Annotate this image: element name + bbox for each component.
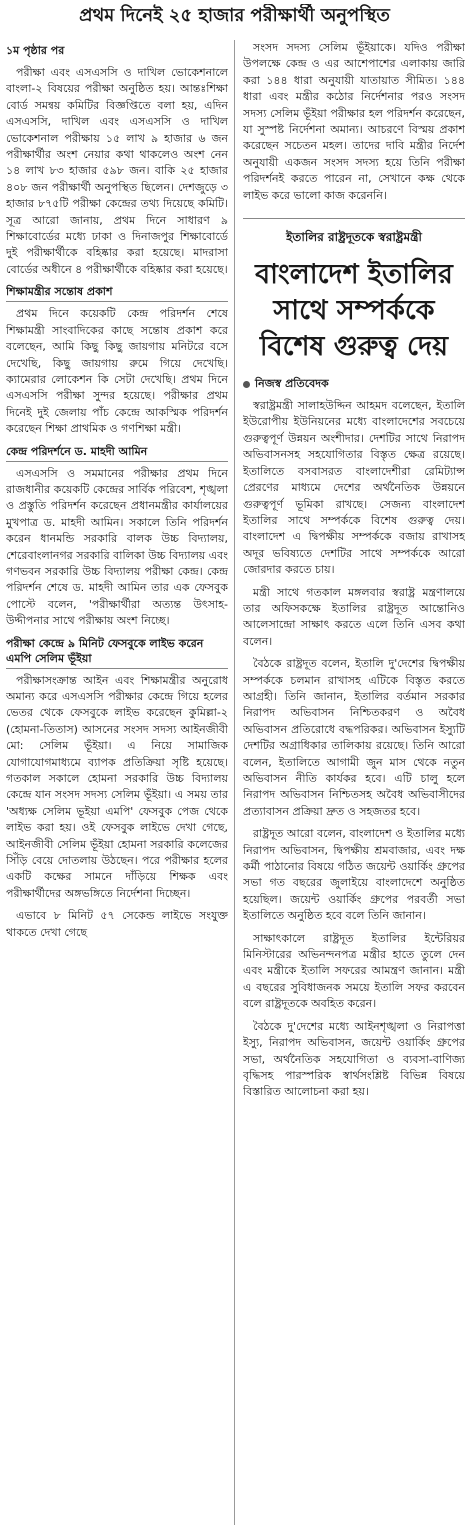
article-paragraph: এভাবে ৮ মিনিট ৫৭ সেকেন্ড লাইভে সংযুক্ত থাকতে দেখা গেছে — [6, 909, 228, 939]
byline — [243, 375, 465, 394]
story-kicker: ইতালির রাষ্ট্রদূতকে স্বরাষ্ট্রমন্ত্রী — [286, 230, 422, 245]
italy-story — [243, 218, 465, 1101]
article-paragraph: পরীক্ষা এবং এসএসসি ও দাখিল ভোকেশনালে বাংলা-২ বিষয়ের পরীক্ষা অনুষ্ঠিত হয়। আন্তঃশিক্ষা বোর্ড সমন্বয় কমিটির বিজ্ঞপ্তিতে বলা হয়, এদিন এসএসসি, দাখিল এবং এসএসসি ও দাখিল ভোকেশনাল পরীক্ষায় ১৫ লাখ ৯ হাজার ৬ জন পরীক্ষার্থীর অংশ নেয়ার কথা থাকলেও অংশ নেন ১৪ লাখ ৮৩ হাজার ৫৯৮ জন। বাকি ২৫ হাজার ৪০৮ জন পরীক্ষার্থী অনুপস্থিত ছিলেন। দেশজুড়ে ৩ হাজার ৮৭৫টি পরীক্ষা কেন্দ্রের তথ্য দিয়েছে কমিটি। সূত্র আরো জানায়, প্রথম দিনে সাধারণ ৯ শিক্ষাবোর্ডের মধ্যে ঢাকা ও দিনাজপুর শিক্ষাবোর্ডে দুই পরীক্ষার্থীকে বহিষ্কার করা হয়েছে। মাদরাসা বোর্ডের অধীনে ৪ পরীক্ষার্থীকে বহিষ্কার করা হয়েছে। — [6, 66, 228, 276]
article-paragraph: সংসদ সদস্য সেলিম ভূঁইয়াকে। যদিও পরীক্ষা উপলক্ষে কেন্দ্র ও এর আশেপাশের এলাকায় জারি করা ১৪৪ ধারা অনুযায়ী যাতায়াত সীমিত। ১৪৪ ধারা এবং মন্ত্রীর কঠোর নির্দেশনার পরও সংসদ সদস্য সেলিম ভূঁইয়া পরীক্ষার হল পরিদর্শন করেছেন, যা সুস্পষ্ট নির্দেশনা অমান্য। আচরণে বিস্ময় প্রকাশ করেছেন সচেতন মহল। তাদের দাবি মন্ত্রীর নির্দেশ অনুযায়ী একজন সংসদ সদস্য হয়ে তিনি পরীক্ষা পরিদর্শনই করতে পারেন না, সেখানে কক্ষ থেকে লাইভ করে ভালো কাজ করেননি। — [243, 41, 465, 202]
article-paragraph: এসএসসি ও সমমানের পরীক্ষার প্রথম দিনে রাজধানীর কয়েকটি কেন্দ্রের সার্বিক পরিবেশ, শৃঙ্খলা ও প্রস্তুতি পরিদর্শন করেছেন প্রধানমন্ত্রীর কার্যালয়ের মুখপাত্র ড. মাহদী আমিন। সকালে তিনি পরিদর্শন করেন ধানমন্ডি সরকারি বালক উচ্চ বিদ্যালয়, শেরেবাংলানগর সরকারি বালিকা উচ্চ বিদ্যালয় এবং গণভবন সরকারি উচ্চ বিদ্যালয় পরীক্ষা কেন্দ্র। কেন্দ্র পরিদর্শন শেষে ড. মাহদী আমিন তার এক ফেসবুক পোস্টে বলেন, 'পরীক্ষার্থীরা অত্যন্ত উৎসাহ-উদ্দীপনার সাথে পরীক্ষায় অংশ নিচ্ছে। — [6, 466, 228, 628]
left-column — [6, 42, 228, 1525]
article-paragraph: বৈঠকে রাষ্ট্রদূত বলেন, ইতালি দু'দেশের দ্বিপক্ষীয় সম্পর্ককে চলমান রাখাসহ এটিকে বিস্তৃত করতে আগ্রহী। তিনি জানান, ইতালির বর্তমান সরকার নিরাপদ অভিবাসন নিশ্চিতকরণ ও অবৈধ অভিবাসন প্রতিরোধে বদ্ধপরিকর। অভিবাসন ইস্যুটি দেশটির অগ্রাধিকার তালিকায় রয়েছে। তিনি আরো বলেন, ইতালিতে আগামী জুন মাস থেকে নতুন অভিবাসন নীতি কার্যকর হবে। এটি চালু হলে নিরাপদ অভিবাসন নিশ্চিতসহ অবৈধ অভিবাসীদের প্রত্যাবাসন প্রক্রিয়া দ্রুত ও সহজতর হবে। — [243, 657, 465, 818]
continued-label: ১ম পৃষ্ঠার পর — [6, 44, 65, 57]
right-column — [243, 40, 465, 1525]
column-divider — [234, 40, 235, 1525]
subheading-center-visit: কেন্দ্র পরিদর্শনে ড. মাহদী আমিন — [6, 444, 228, 462]
byline-text: নিজস্ব প্রতিবেদক — [255, 377, 329, 391]
bullet-icon — [243, 381, 250, 388]
main-headline: প্রথম দিনেই ২৫ হাজার পরীক্ষার্থী অনুপস্থিত — [79, 5, 390, 26]
article-paragraph: বৈঠকে দু'দেশের মধ্যে আইনশৃঙ্খলা ও নিরাপত্তা ইস্যু, নিরাপদ অভিবাসন, জয়েন্ট ওয়ার্কিং গ্রুপের সভা, অর্থনৈতিক সহযোগিতা ও ব্যবসা-বাণিজ্য বৃদ্ধিসহ পারস্পরিক স্বার্থসংশ্লিষ্ট বিভিন্ন বিষয়ে বিস্তারিত আলোচনা করা হয়। — [243, 1019, 465, 1099]
subheading-minister-satisfaction: শিক্ষামন্ত্রীর সন্তোষ প্রকাশ — [6, 284, 228, 302]
article-paragraph: প্রথম দিনে কয়েকটি কেন্দ্র পরিদর্শন শেষে শিক্ষামন্ত্রী সাংবাদিকের কাছে সন্তোষ প্রকাশ করে বলেছেন, আমি কিছু কিছু জায়গায় মনিটরে বসে দেখেছি, কিছু জায়গায় রুমে গিয়ে দেখেছি। ক্যামেরার লোকেশন কি সেটা দেখেছি। প্রথম দিনে এসএসসি পরীক্ষা সুন্দর হয়েছে। পরীক্ষার প্রথম দিনেই দুই জেলায় পাঁচ কেন্দ্রে আকস্মিক পরিদর্শন করেছেন শিক্ষা প্রাথমিক ও গণশিক্ষা মন্ত্রী। — [6, 307, 228, 436]
article-paragraph: রাষ্ট্রদূত আরো বলেন, বাংলাদেশ ও ইতালির মধ্যে নিরাপদ অভিবাসন, দ্বিপক্ষীয় শ্রমবাজার, এবং দক্ষ কর্মী পাঠানোর বিষয়ে গঠিত জয়েন্ট ওয়ার্কিং গ্রুপের সভা গত বছরের জুলাইয়ে বাংলাদেশে অনুষ্ঠিত হয়েছিল। জয়েন্ট ওয়ার্কিং গ্রুপের পরবর্তী সভা ইতালিতে অনুষ্ঠিত হবে বলে তিনি জানান। — [243, 827, 465, 923]
story-headline: বাংলাদেশ ইতালির সাথে সম্পর্ককে বিশেষ গুরুত্ব দেয় — [255, 259, 453, 363]
article-paragraph: সাক্ষাৎকালে রাষ্ট্রদূত ইতালির ইন্টেরিয়র মিনিস্টারের অভিনন্দনপত্র মন্ত্রীর হাতে তুলে দেন এবং মন্ত্রীকে ইতালি সফরের আমন্ত্রণ জানান। মন্ত্রী এ বছরের সুবিধাজনক সময়ে ইতালি সফর করবেন বলে রাষ্ট্রদূতকে অবহিত করেন। — [243, 931, 465, 1011]
article-paragraph: স্বরাষ্ট্রমন্ত্রী সালাহউদ্দিন আহমদ বলেছেন, ইতালি ইউরোপীয় ইউনিয়নের মধ্যে বাংলাদেশের সবচেয়ে গুরুত্বপূর্ণ উন্নয়ন অংশীদার। দেশটির সাথে নিরাপদ অভিবাসনসহ সহযোগিতার বিস্তৃত ক্ষেত্র রয়েছে। ইতালিতে বসবাসরত বাংলাদেশীরা রেমিট্যান্স প্রেরণের মাধ্যমে দেশের অর্থনৈতিক উন্নয়নে গুরুত্বপূর্ণ ভূমিকা রাখছে। সেজন্য বাংলাদেশ ইতালির সাথে সম্পর্ককে বিশেষ গুরুত্ব দেয়। বাংলাদেশ এ দ্বিপক্ষীয় সম্পর্ককে বজায় রাখাসহ অদূর ভবিষ্যতে দেশটির সাথে সম্পর্ককে আরো জোরদার করতে চায়। — [243, 399, 465, 577]
article-paragraph: পরীক্ষাসংক্রান্ত আইন এবং শিক্ষামন্ত্রীর অনুরোধ অমান্য করে এসএসসি পরীক্ষার কেন্দ্রে গিয়ে হলের ভেতর থেকে ফেসবুকে লাইভ করেছেন কুমিল্লা-২ (হোমনা-তিতাস) আসনের সংসদ সদস্য আইনজীবী মো: সেলিম ভূঁইয়া। এ নিয়ে সামাজিক যোগাযোগমাধ্যমে ব্যাপক প্রতিক্রিয়া সৃষ্টি হয়েছে। গতকাল সকালে হোমনা সরকারি উচ্চ বিদ্যালয় কেন্দ্রে যান সংসদ সদস্য সেলিম ভূঁইয়া। এ সময় তার 'অধ্যক্ষ সেলিম ভূইয়া এমপি' ফেসবুক পেজ থেকে লাইভ করা হয়। ওই ফেসবুক লাইভে দেখা গেছে, আইনজীবী সেলিম ভূঁইয়া হোমনা সরকারি কলেজের সিঁড়ি বেয়ে দোতলায় উঠছেন। পরে পরীক্ষার হলের একটি কক্ষের সামনে দাঁড়িয়ে শিক্ষক এবং পরীক্ষার্থীদের অঙ্গভঙ্গিতে নির্দেশনা দিচ্ছেন। — [6, 673, 228, 900]
article-paragraph: মন্ত্রী সাথে গতকাল মঙ্গলবার স্বরাষ্ট্র মন্ত্রণালয়ে তার অফিসকক্ষে ইতালির রাষ্ট্রদূত আন্তোনিও আলেসান্দ্রো সাক্ষাৎ করতে এলে তিনি এসব কথা বলেন। — [243, 585, 465, 648]
subheading-facebook-live: পরীক্ষা কেন্দ্রে ৯ মিনিট ফেসবুকে লাইভ করেন এমপি সেলিম ভূঁইয়া — [6, 636, 228, 669]
